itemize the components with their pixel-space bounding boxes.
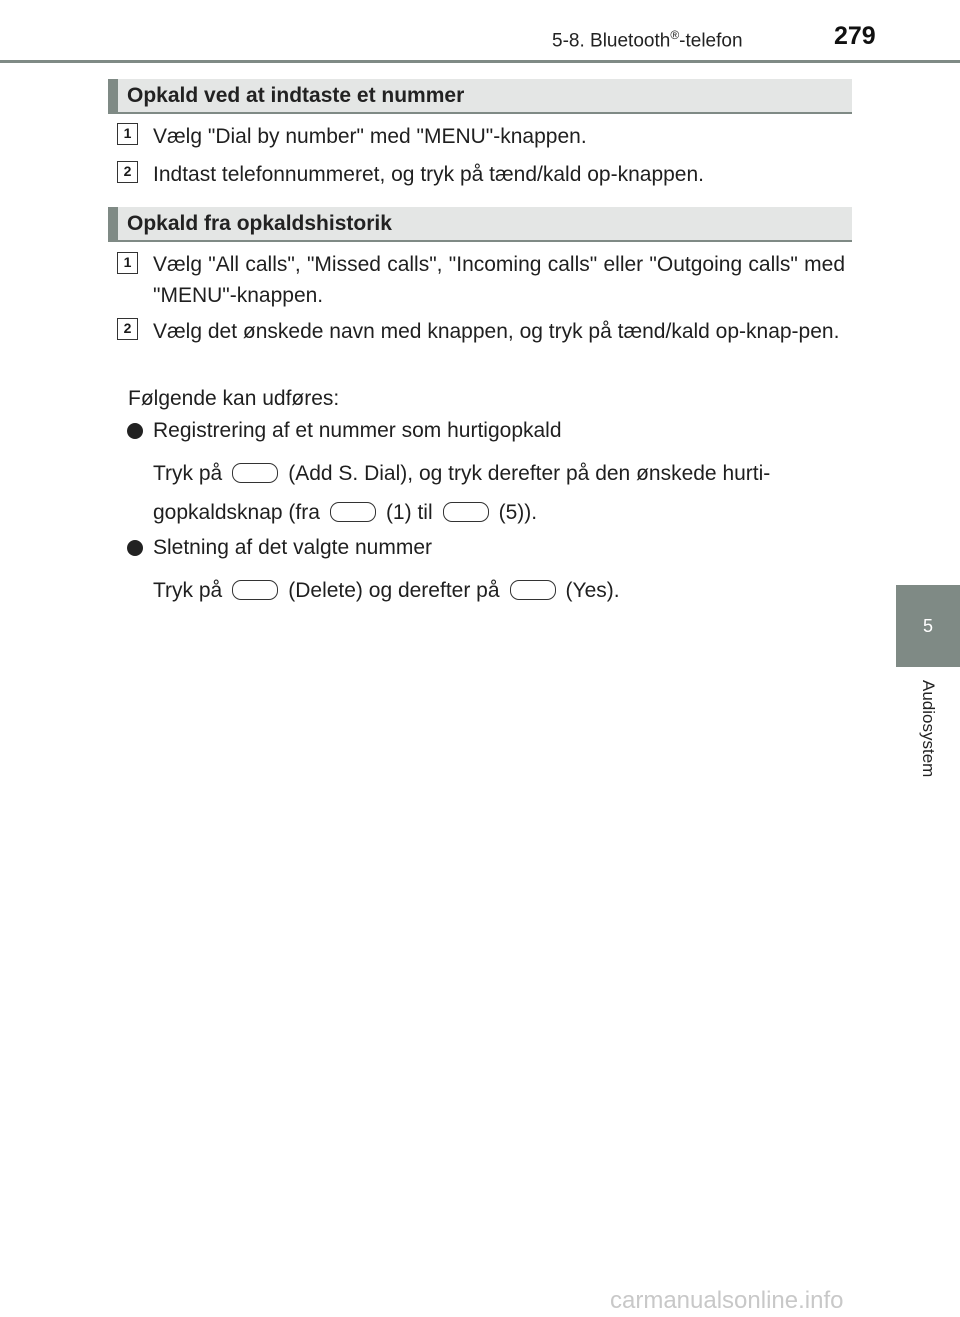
section-header-dial-by-number — [108, 79, 852, 114]
section-title: Opkald fra opkaldshistorik — [127, 212, 392, 235]
bullet-icon — [127, 423, 143, 439]
following-intro: Følgende kan udføres: — [128, 387, 340, 410]
chapter-number: 5 — [922, 615, 933, 636]
instruction-text: (1) til — [385, 501, 433, 524]
registered-mark: ® — [670, 28, 680, 42]
chapter-label: Audiosystem — [919, 680, 938, 778]
speed-dial-5-key-icon — [443, 502, 489, 522]
header-section-suffix: -telefon — [679, 30, 743, 52]
add-s-dial-key-icon — [232, 463, 278, 483]
bullet-instruction-line — [153, 458, 770, 489]
chapter-tab — [896, 585, 960, 667]
step-text: Vælg "Dial by number" med "MENU"-knappen. — [153, 125, 587, 148]
instruction-text: (Add S. Dial), og tryk derefter på den ønskede hurti- — [288, 462, 771, 485]
bullet-instruction-line — [153, 575, 620, 606]
running-header — [552, 28, 743, 52]
step-text: Vælg "All calls", "Missed calls", "Incoming calls" eller "Outgoing calls" med "MENU"-knappen. — [153, 253, 845, 307]
header-section: 5-8. Bluetooth — [552, 30, 671, 52]
delete-key-icon — [232, 580, 278, 600]
step-text: Vælg det ønskede navn med knappen, og tryk på tænd/kald op-knap-pen. — [153, 320, 840, 343]
speed-dial-1-key-icon — [330, 502, 376, 522]
section-title: Opkald ved at indtaste et nummer — [127, 84, 465, 107]
header-divider — [0, 60, 960, 63]
watermark: carmanualsonline.info — [610, 1287, 844, 1314]
step-number: 2 — [117, 161, 138, 183]
bullet-title: Sletning af det valgte nummer — [153, 536, 432, 559]
page-number: 279 — [834, 22, 876, 50]
instruction-text: (Delete) og derefter på — [288, 579, 500, 602]
instruction-text: Tryk på — [153, 462, 223, 485]
section-header-call-history — [108, 207, 852, 242]
step-number: 1 — [117, 252, 138, 274]
instruction-text: gopkaldsknap (fra — [153, 501, 320, 524]
instruction-text: Tryk på — [153, 579, 223, 602]
bullet-icon — [127, 540, 143, 556]
instruction-text: (Yes). — [565, 579, 620, 602]
step-number: 2 — [117, 318, 138, 340]
step-text: Indtast telefonnummeret, og tryk på tænd/kald op-knappen. — [153, 163, 704, 186]
yes-key-icon — [510, 580, 556, 600]
bullet-instruction-line — [153, 497, 537, 528]
step-number: 1 — [117, 123, 138, 145]
bullet-title: Registrering af et nummer som hurtigopkald — [153, 419, 562, 442]
instruction-text: (5)). — [498, 501, 538, 524]
